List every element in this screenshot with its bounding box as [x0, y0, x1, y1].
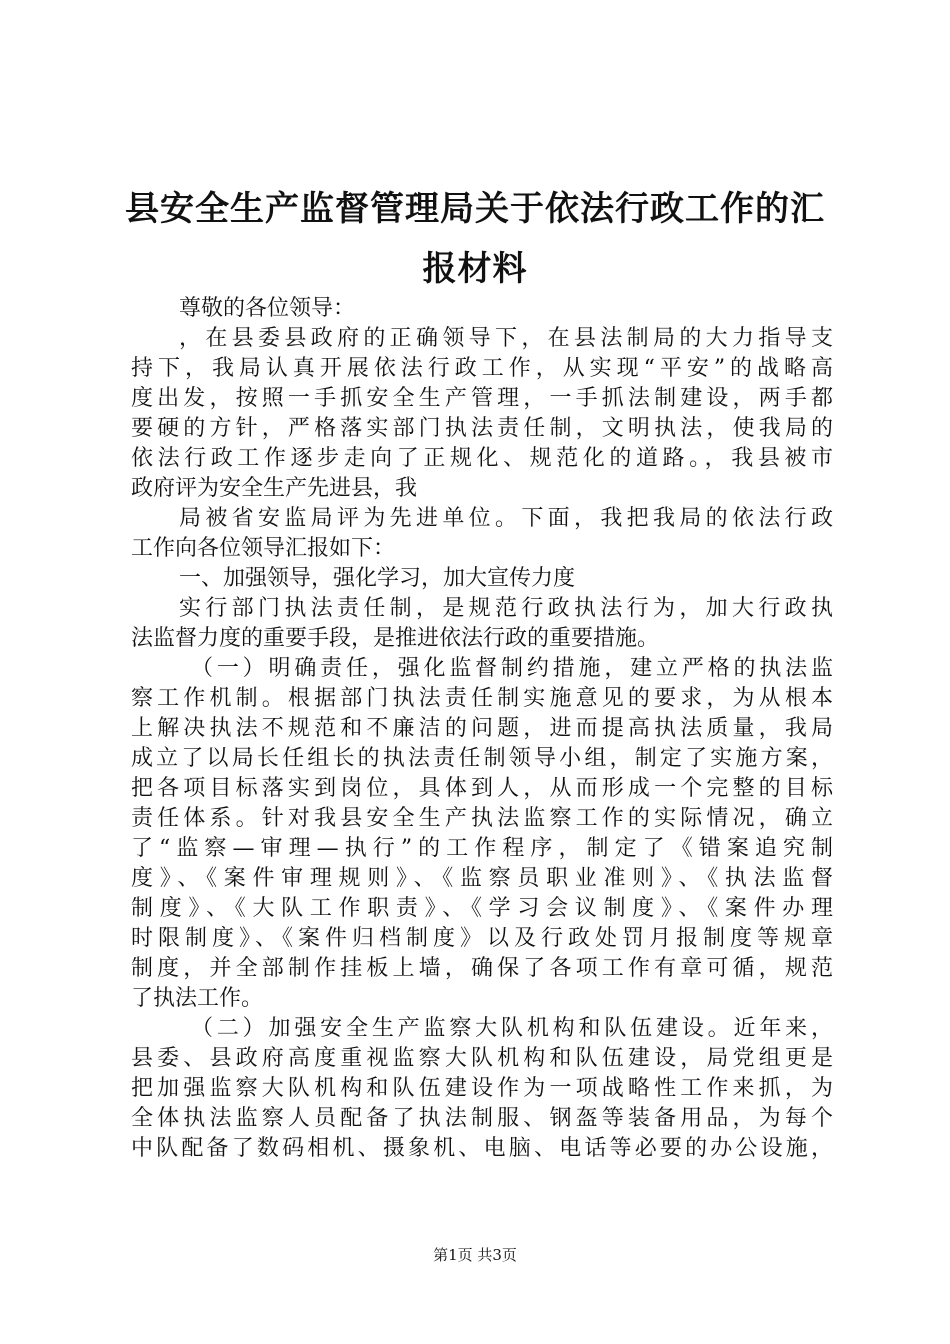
body-line: 责任体系。针对我县安全生产执法监察工作的实际情况，确立: [131, 806, 833, 831]
document-title-line-1: 县安全生产监督管理局关于依法行政工作的汇: [125, 189, 825, 229]
body-line: 度》、《案件审理规则》、《监察员职业准则》、《执法监督: [131, 866, 833, 891]
body-line: 要硬的方针，严格落实部门执法责任制，文明执法，使我局的: [131, 416, 833, 441]
body-line: 成立了以局长任组长的执法责任制领导小组，制定了实施方案，: [131, 746, 833, 771]
body-line: 制度，并全部制作挂板上墙，确保了各项工作有章可循，规范: [131, 956, 833, 981]
document-title-line-2: 报材料: [422, 249, 528, 289]
body-line: 工作向各位领导汇报如下：: [131, 536, 396, 561]
body-line: 县委、县政府高度重视监察大队机构和队伍建设，局党组更是: [131, 1046, 833, 1071]
salutation-line: 尊敬的各位领导：: [179, 296, 356, 321]
body-line: 度出发，按照一手抓安全生产管理，一手抓法制建设，两手都: [131, 386, 833, 411]
body-line: 察工作机制。根据部门执法责任制实施意见的要求，为从根本: [131, 686, 833, 711]
body-line: 时限制度》、《案件归档制度》以及行政处罚月报制度等规章: [131, 926, 833, 951]
section-heading: 一、加强领导，强化学习，加大宣传力度: [179, 566, 576, 591]
body-line: 法监督力度的重要手段，是推进依法行政的重要措施。: [131, 626, 660, 651]
body-line: 持下，我局认真开展依法行政工作，从实现“平安”的战略高: [131, 356, 833, 381]
body-line: 了“监察—审理—执行”的工作程序，制定了《错案追究制: [131, 836, 833, 861]
body-line: 政府评为安全生产先进县，我: [131, 476, 418, 501]
body-line: 上解决执法不规范和不廉洁的问题，进而提高执法质量，我局: [131, 716, 833, 741]
body-line: 全体执法监察人员配备了执法制服、钢盔等装备用品，为每个: [131, 1106, 833, 1131]
document-body: [131, 294, 833, 1164]
subsection-line: （一）明确责任，强化监督制约措施，建立严格的执法监: [191, 656, 833, 681]
body-line: 把各项目标落实到岗位，具体到人，从而形成一个完整的目标: [131, 776, 833, 801]
body-line: 制度》、《大队工作职责》、《学习会议制度》、《案件办理: [131, 896, 833, 921]
body-line: 实行部门执法责任制，是规范行政执法行为，加大行政执: [179, 596, 833, 621]
body-line: 局被省安监局评为先进单位。下面，我把我局的依法行政: [179, 506, 833, 531]
subsection-line: （二）加强安全生产监察大队机构和队伍建设。近年来，: [191, 1016, 833, 1041]
body-line: 把加强监察大队机构和队伍建设作为一项战略性工作来抓，为: [131, 1076, 833, 1101]
body-line: 依法行政工作逐步走向了正规化、规范化的道路。，我县被市: [131, 446, 833, 471]
body-line: 中队配备了数码相机、摄象机、电脑、电话等必要的办公设施，: [131, 1136, 833, 1161]
body-line: ，在县委县政府的正确领导下，在县法制局的大力指导支: [179, 326, 833, 351]
body-line: 了执法工作。: [131, 986, 264, 1011]
page-footer: 第1页 共3页: [433, 1246, 517, 1264]
